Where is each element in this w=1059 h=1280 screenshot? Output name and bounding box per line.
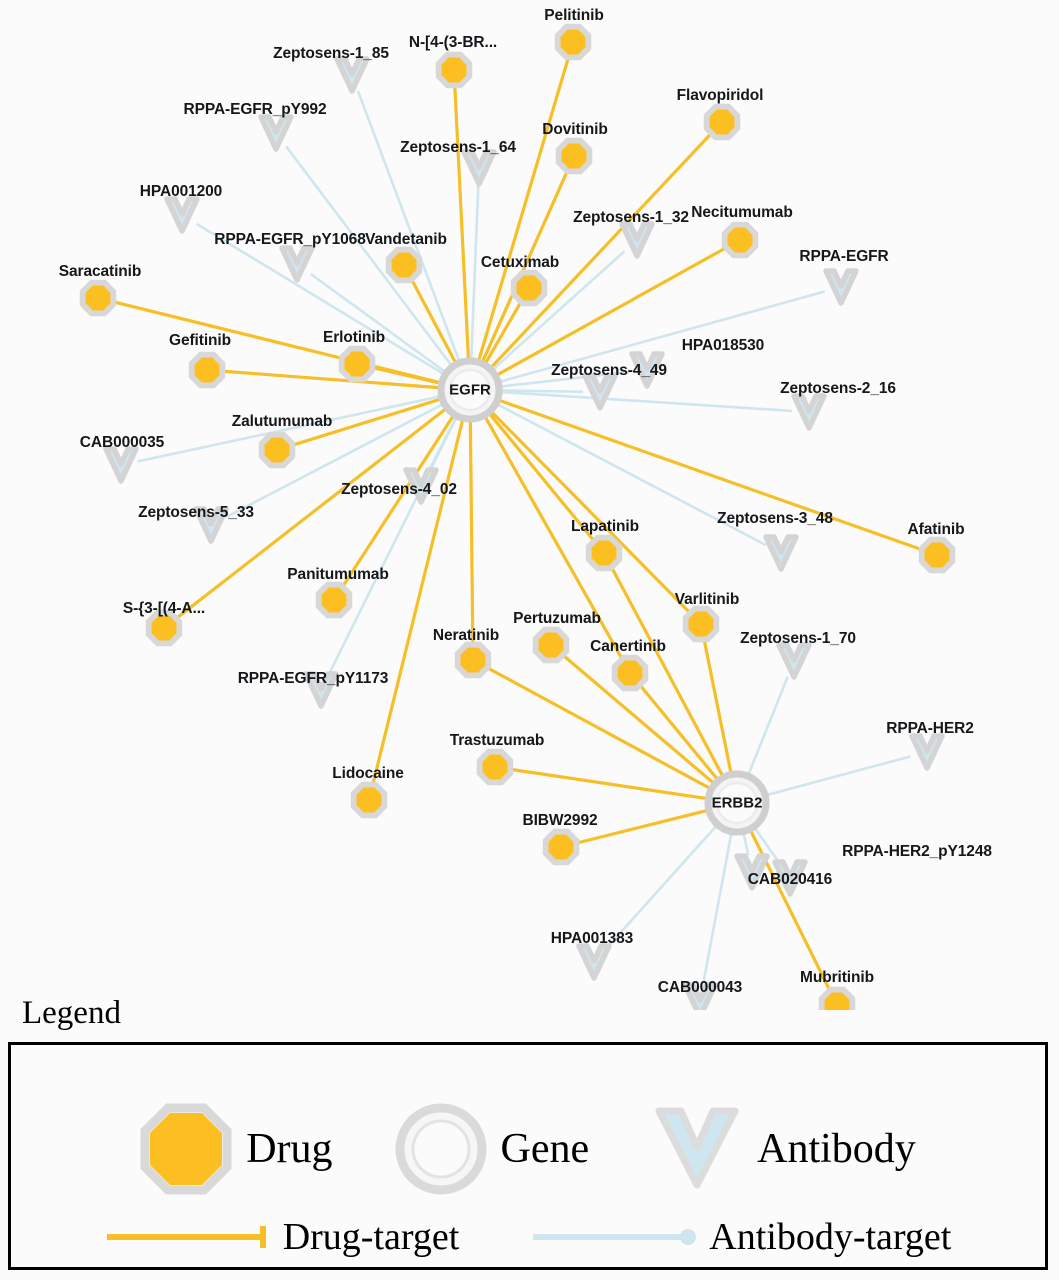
- node-label: Zalutumumab: [231, 413, 333, 430]
- drug-node-fill: [592, 541, 617, 566]
- legend-title: Legend: [22, 995, 121, 1031]
- antibody-node: [585, 376, 615, 408]
- node-label: HPA001200: [139, 183, 223, 200]
- node-label: Trastuzumab: [449, 732, 545, 749]
- node-label: Neratinib: [432, 627, 500, 644]
- node-label: RPPA-EGFR: [799, 248, 889, 265]
- drug-node-fill: [345, 352, 370, 377]
- node-label: Zeptosens-5_33: [138, 504, 254, 521]
- antibody-node: [779, 645, 809, 677]
- node-label: Saracatinib: [58, 263, 142, 280]
- node-label: Zeptosens-2_16: [780, 380, 896, 397]
- node-label: RPPA-EGFR_pY1068: [214, 231, 366, 248]
- node-label: BIBW2992: [522, 812, 598, 829]
- drug-node-fill: [710, 110, 735, 135]
- drug-node-fill: [86, 286, 111, 311]
- graph-edge: [374, 368, 441, 383]
- node-label: HPA001383: [550, 930, 634, 947]
- node-label: Zeptosens-4_49: [551, 362, 667, 379]
- drug-node-fill: [357, 788, 382, 813]
- drug-node-fill: [152, 616, 177, 641]
- drug-node-fill: [925, 543, 950, 568]
- legend-item-antibody: [651, 1103, 916, 1195]
- node-label: CAB000035: [79, 434, 165, 451]
- node-label: Varlitinib: [674, 591, 740, 608]
- node-label: RPPA-HER2: [886, 720, 974, 737]
- graph-edge: [766, 756, 911, 795]
- legend-item-gene: [395, 1103, 590, 1195]
- graph-edge: [311, 274, 446, 372]
- node-label: RPPA-EGFR_pY1173: [237, 670, 389, 687]
- antibody-node: [766, 537, 796, 569]
- node-label: Zeptosens-1_64: [400, 139, 516, 156]
- node-label: Panitumumab: [287, 566, 389, 583]
- legend-label-antibody: Antibody: [757, 1126, 916, 1172]
- gene-label: ERBB2: [711, 794, 763, 812]
- drug-node-fill: [392, 253, 417, 278]
- drug-node-fill: [539, 633, 564, 658]
- drug-node-fill: [195, 358, 220, 383]
- antibody-node: [579, 946, 609, 978]
- legend-label-antibody-target: Antibody-target: [709, 1216, 952, 1258]
- legend-box: [8, 1042, 1048, 1270]
- node-label: RPPA-HER2_pY1248: [842, 843, 992, 860]
- node-label: Lidocaine: [332, 765, 404, 782]
- graph-edge: [500, 392, 792, 411]
- graph-edge: [704, 641, 731, 774]
- node-label: Pertuzumab: [513, 610, 601, 627]
- node-label: CAB020416: [747, 871, 833, 888]
- graph-edge: [358, 91, 460, 362]
- drug-node-fill: [442, 58, 467, 83]
- drug-node-fill: [562, 144, 587, 169]
- antibody-node: [337, 59, 367, 91]
- node-label: Lapatinib: [571, 518, 639, 535]
- graph-edge: [491, 411, 689, 612]
- antibody-node: [167, 199, 197, 231]
- legend-item-drug: [140, 1103, 332, 1195]
- drug-node-fill: [618, 661, 643, 686]
- drug-node-fill: [322, 588, 347, 613]
- legend-label-gene: Gene: [500, 1126, 590, 1172]
- node-label: S-{3-[(4-A...: [122, 600, 206, 617]
- node-label: Zeptosens-1_70: [740, 630, 856, 647]
- drug-node-fill: [461, 648, 486, 673]
- graph-edge: [498, 400, 921, 549]
- node-label: Vandetanib: [365, 231, 447, 248]
- node-label: N-[4-(3-BR...: [408, 34, 498, 51]
- gene-icon: [395, 1103, 487, 1195]
- graph-edge: [470, 420, 472, 643]
- node-label: Necitumumab: [691, 204, 793, 221]
- drug-node-fill: [561, 30, 586, 55]
- drug-node-fill: [549, 835, 574, 860]
- node-label: Canertinib: [590, 638, 666, 655]
- node-label: Pelitinib: [544, 7, 604, 24]
- antibody-node: [826, 271, 856, 303]
- node-label: CAB000043: [657, 979, 743, 996]
- node-label: Erlotinib: [323, 329, 385, 346]
- legend-label-drug-target: Drug-target: [282, 1216, 460, 1258]
- node-label: Zeptosens-1_32: [573, 209, 689, 226]
- node-label: Gefitinib: [169, 332, 231, 349]
- legend-label-drug: Drug: [246, 1126, 333, 1172]
- antibody-target-edge-icon: [531, 1222, 701, 1252]
- drug-target-edge-icon: [105, 1222, 275, 1252]
- node-label: Zeptosens-4_02: [341, 481, 457, 498]
- node-label: Mubritinib: [800, 969, 874, 986]
- node-label: HPA018530: [681, 337, 765, 354]
- node-label: Zeptosens-3_48: [717, 510, 833, 527]
- graph-edge: [703, 832, 731, 984]
- antibody-icon: [651, 1103, 743, 1195]
- node-label: Afatinib: [907, 521, 965, 538]
- antibody-node: [622, 224, 652, 256]
- node-label: RPPA-EGFR_pY992: [183, 101, 327, 118]
- antibody-node: [106, 449, 136, 481]
- gene-label: EGFR: [449, 381, 491, 399]
- antibody-node: [261, 117, 291, 149]
- drug-node-fill: [483, 755, 508, 780]
- graph-edge: [471, 185, 478, 360]
- drug-node-fill: [728, 228, 753, 253]
- node-label: Cetuximab: [480, 254, 560, 271]
- legend-item-antibody-target: [531, 1215, 951, 1259]
- legend-item-drug-target: [105, 1215, 460, 1259]
- antibody-node: [912, 736, 942, 768]
- drug-node-fill: [265, 438, 290, 463]
- graph-edge: [748, 677, 787, 775]
- graph-edge: [455, 87, 469, 360]
- graph-edge: [343, 415, 453, 586]
- drug-node-fill: [689, 612, 714, 637]
- antibody-node: [282, 248, 312, 280]
- drug-icon: [140, 1103, 232, 1195]
- node-label: Dovitinib: [542, 121, 608, 138]
- graph-edge: [479, 58, 569, 361]
- node-label: Flavopiridol: [676, 87, 764, 104]
- antibody-node: [794, 396, 824, 428]
- node-label: Zeptosens-1_85: [273, 45, 389, 62]
- graph-edge: [512, 770, 708, 799]
- drug-node-fill: [517, 276, 542, 301]
